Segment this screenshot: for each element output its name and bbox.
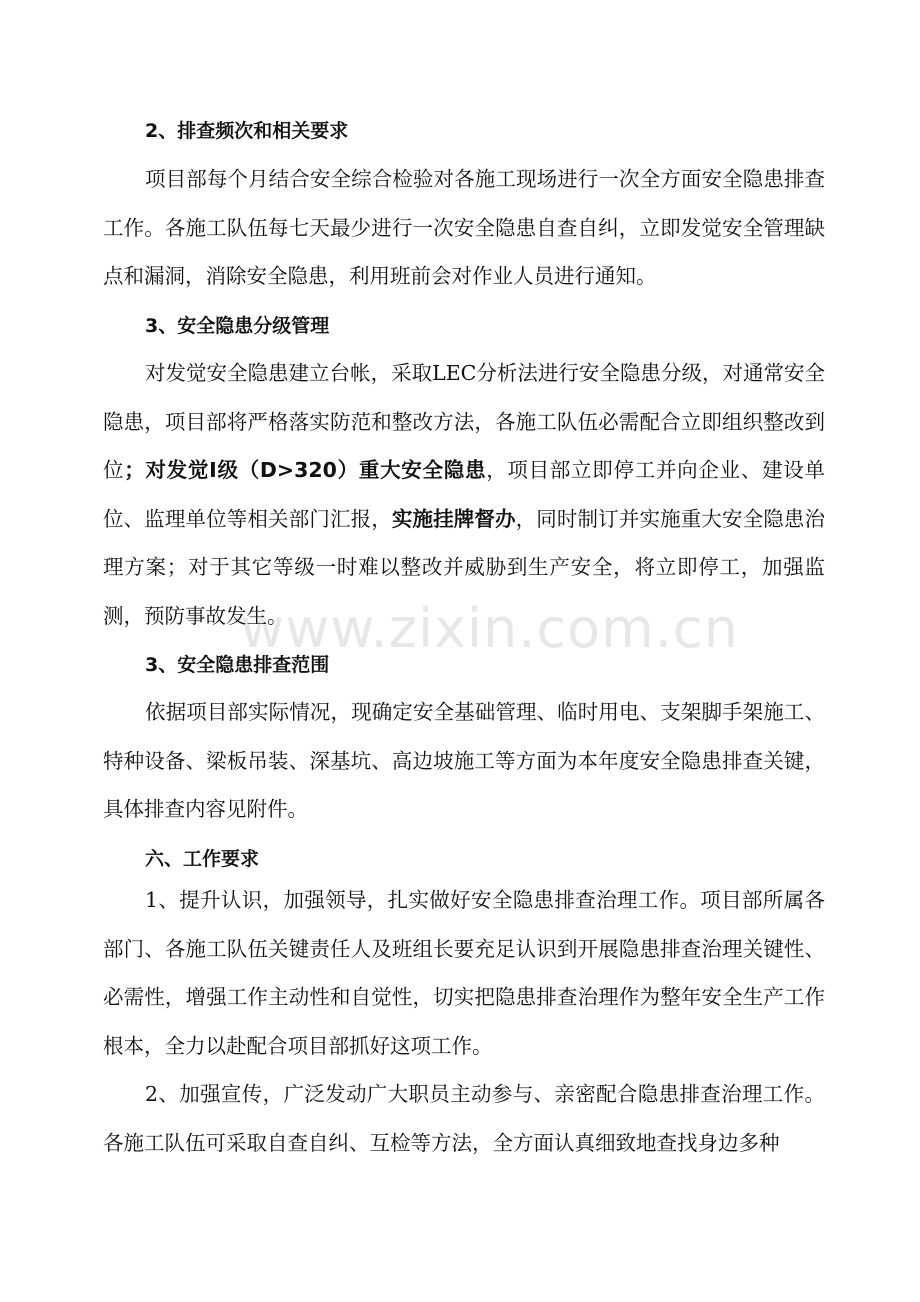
paragraph-inspection-scope: 依据项目部实际情况，现确定安全基础管理、临时用电、支架脚手架施工、特种设备、梁板吊装、深基坑、高边坡施工等方面为本年度安全隐患排查关键，具体排查内容见附件。 [103,700,825,821]
paragraph-inspection-frequency: 项目部每个月结合安全综合检验对各施工现场进行一次全方面安全隐患排查工作。各施工队伍每七天最少进行一次安全隐患自查自纠，立即发觉安全管理缺点和漏洞，消除安全隐患，利用班前会对作业人员进行通知。 [103,167,825,288]
grading-text-3: ，同时制订并实施重大安全隐患治理方案；对于其它等级一时难以整改并威胁到生产安全，将立即停工，加强监测，预防事故发生。 [103,506,826,628]
watermark: www.zixin.com.cn [240,597,739,660]
grading-text-1: 对发觉安全隐患建立台帐，采取LEC分析法进行安全隐患分级，对通常安全隐患，项目部将严格落实防范和整改方法，各施工队伍必需配合立即组织整改到位 [103,361,825,482]
grading-bold-major-hazard: ；对发觉Ⅰ级（D>320）重大安全隐患 [124,458,487,482]
grading-bold-supervision: 实施挂牌督办 [391,506,516,531]
grading-text-2: ，项目部立即停工并向企业、建设单位、监理单位等相关部门汇报， [103,458,826,531]
heading-inspection-scope: 3、安全隐患排查范围 [145,654,330,676]
heading-work-requirements: 六、工作要求 [145,848,260,870]
paragraph-hazard-grading [103,349,825,640]
heading-inspection-frequency: 2、排查频次和相关要求 [145,120,349,142]
paragraph-requirement-1: 1、提升认识，加强领导，扎实做好安全隐患排查治理工作。项目部所属各部门、各施工队伍关键责任人及班组长要充足认识到开展隐患排查治理关键性、必需性，增强工作主动性和自觉性，切实把隐患排查治理作为整年安全生产工作根本，全力以赴配合项目部抓好这项工作。 [103,888,825,1058]
heading-hazard-grading: 3、安全隐患分级管理 [145,315,330,337]
paragraph-requirement-2: 2、加强宣传，广泛发动广大职员主动参与、亲密配合隐患排查治理工作。各施工队伍可采取自查自纠、互检等方法，全方面认真细致地查找身边多种 [103,1082,825,1155]
